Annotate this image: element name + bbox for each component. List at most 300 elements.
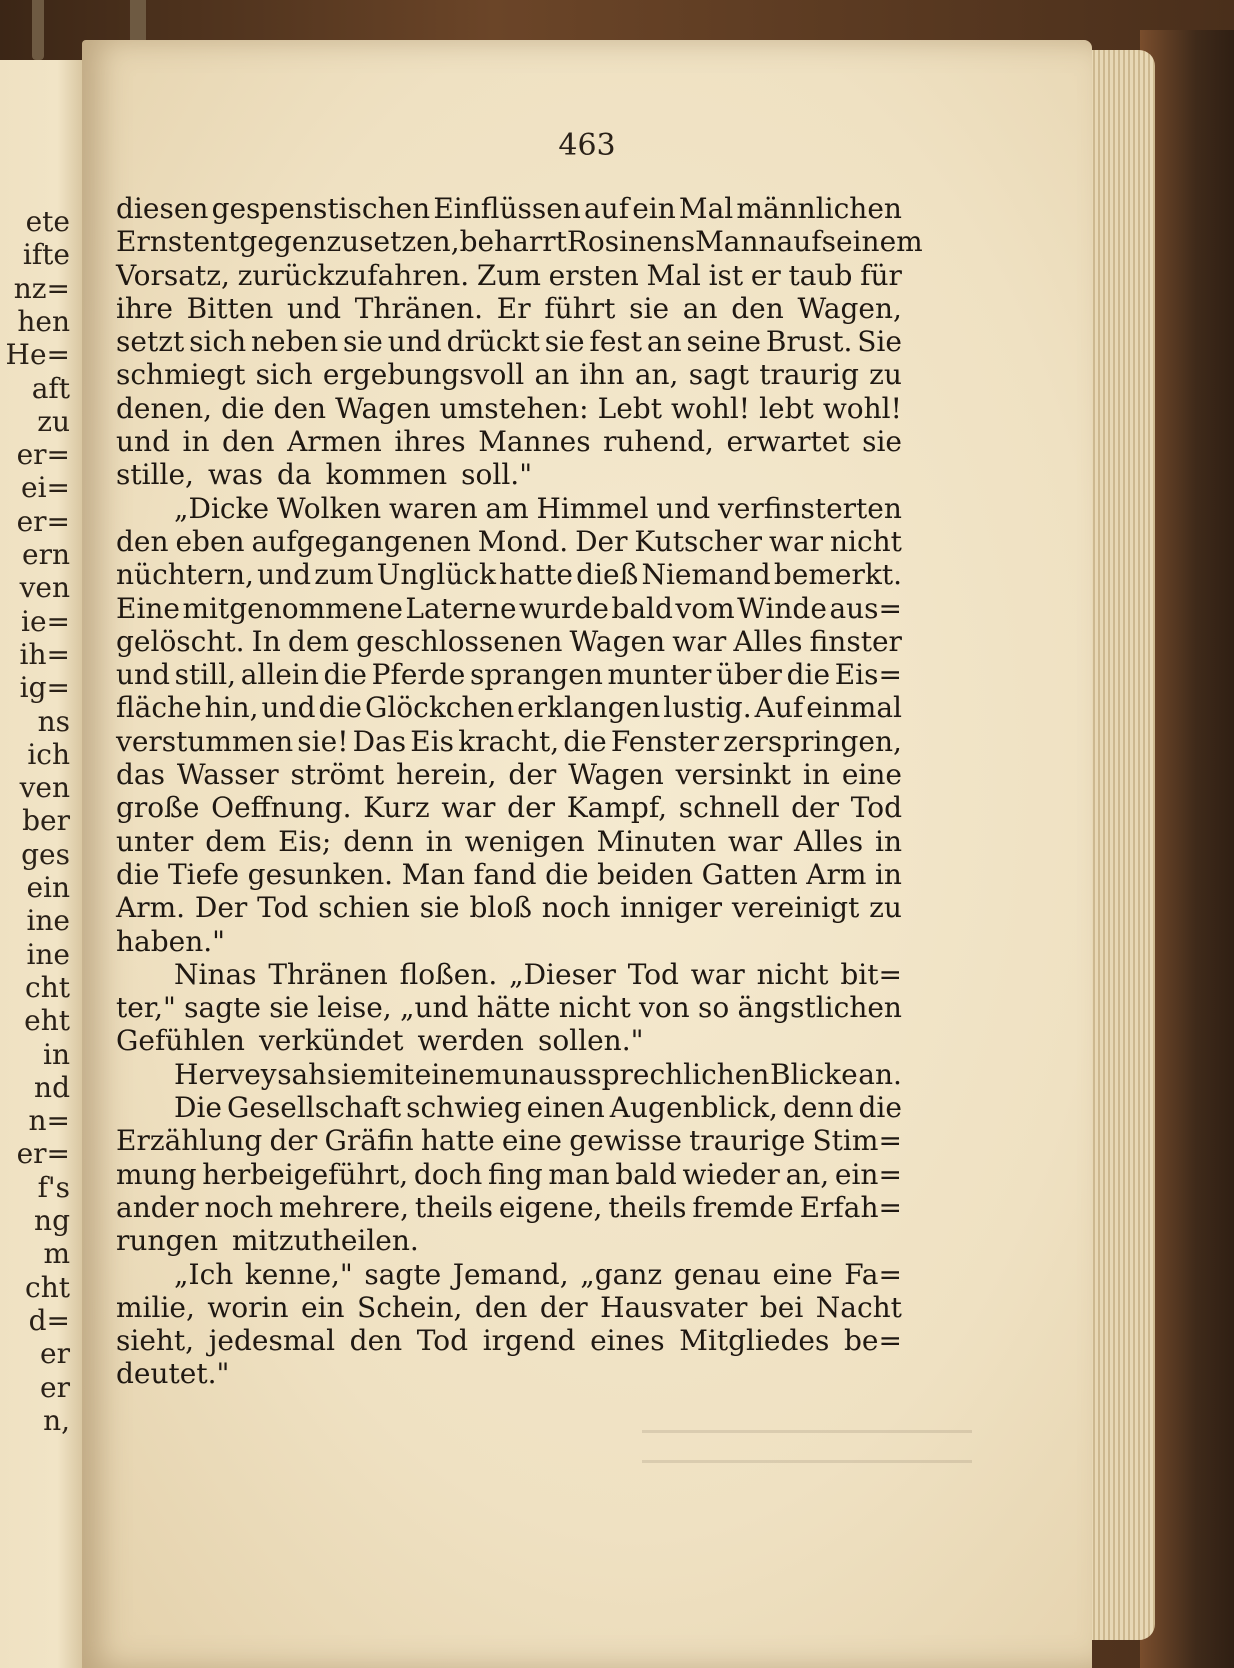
left-page-fragment: d= <box>28 1303 70 1337</box>
word: ter," <box>116 991 176 1025</box>
word: vereinigt <box>731 891 860 925</box>
left-page-fragment: cht <box>25 1270 70 1304</box>
word: was <box>207 458 263 492</box>
word: Der <box>194 891 248 925</box>
word: männlichen <box>736 192 902 225</box>
word: den <box>116 524 169 558</box>
word: noch <box>541 891 611 925</box>
word: von <box>639 991 690 1025</box>
word: gelöscht. <box>116 624 245 658</box>
word: sah <box>277 1057 327 1091</box>
text-line <box>116 1224 902 1257</box>
word: taub <box>788 258 853 292</box>
word: an <box>682 291 718 325</box>
left-page-fragment: ifte <box>22 238 70 272</box>
left-page-fragment: cht <box>25 970 70 1004</box>
word: Gesellschaft <box>226 1091 402 1125</box>
word: mit <box>367 1057 415 1091</box>
word: wieder <box>682 1157 780 1191</box>
word: gespenstischen <box>211 192 431 225</box>
word: beharrt <box>459 225 567 259</box>
word: Wolken <box>276 491 382 525</box>
text-line <box>116 259 902 292</box>
word: allein <box>240 658 319 692</box>
word: in <box>874 857 902 891</box>
word: Lebt <box>597 391 662 425</box>
word: sich <box>255 358 313 392</box>
word: Eis; <box>278 824 332 858</box>
word: drückt <box>446 325 540 359</box>
word: ein <box>632 192 676 225</box>
text-line <box>116 1091 902 1124</box>
text-line <box>116 1024 902 1057</box>
word: an, <box>634 358 679 392</box>
word: war <box>690 957 745 991</box>
word: fremde <box>692 1190 794 1224</box>
word: war <box>672 624 727 658</box>
word: Arm. <box>116 891 186 925</box>
word: noch <box>204 1190 274 1224</box>
word: jedesmal <box>208 1324 336 1358</box>
word: Tod <box>257 891 309 925</box>
word: Der <box>575 524 628 558</box>
word: vom <box>675 591 735 625</box>
word: ein= <box>834 1157 902 1191</box>
word: munter <box>607 658 712 692</box>
left-page-fragment: ine <box>26 937 70 971</box>
word: Tod <box>627 957 679 991</box>
word: nicht <box>756 957 829 991</box>
word: und <box>287 291 342 325</box>
word: Stim= <box>812 1124 902 1158</box>
word: sie <box>629 291 670 325</box>
word: Kutscher <box>634 524 763 558</box>
word: schnell <box>678 791 780 825</box>
text-line <box>116 858 902 891</box>
word: beiden <box>597 857 694 891</box>
word: erklangen <box>517 691 661 725</box>
word: Rosinens <box>566 225 696 259</box>
left-page-fragment: n= <box>28 1104 70 1138</box>
left-page-fragment: er= <box>16 1137 70 1171</box>
word: zu <box>869 891 902 925</box>
word: Oeffnung. <box>211 791 352 825</box>
word: einen <box>526 1091 605 1125</box>
word: und <box>116 425 170 459</box>
word: lustig. <box>663 691 752 725</box>
word: fing <box>488 1157 543 1191</box>
left-page-fragment: ih= <box>19 637 70 671</box>
word: Erfah= <box>799 1190 902 1224</box>
left-page-fragment: eht <box>24 1004 70 1038</box>
word: haben." <box>116 924 226 958</box>
word: und <box>257 558 312 592</box>
text-line <box>116 658 902 691</box>
left-page-fragment: ven <box>19 771 70 805</box>
word: Tod <box>416 1324 469 1358</box>
word: traurig <box>759 358 859 392</box>
left-page-fragment: ges <box>21 837 70 871</box>
word: fand <box>473 857 537 891</box>
word: eben <box>175 524 245 558</box>
word: Man <box>401 857 465 891</box>
word: an <box>646 325 682 359</box>
word: denn <box>343 824 414 858</box>
word: sich <box>189 325 247 359</box>
text-line <box>116 625 902 658</box>
word: Nacht <box>815 1290 902 1324</box>
word: schmiegt <box>116 358 246 392</box>
left-page-fragment: nd <box>34 1070 70 1104</box>
word: Auf <box>754 691 804 725</box>
word: versinkt <box>675 758 792 792</box>
left-page-fragment: ven <box>19 571 70 605</box>
text-line <box>116 1191 902 1224</box>
word: Tiefe <box>167 857 240 891</box>
word: Wagen <box>568 758 664 792</box>
word: man <box>548 1157 610 1191</box>
left-page-fragment: er= <box>16 504 70 538</box>
word: Laterne <box>405 591 517 625</box>
word: eine <box>841 758 902 792</box>
word: Ernst <box>116 225 194 259</box>
word: mehrere, <box>279 1190 409 1224</box>
word: sieht, <box>116 1324 195 1358</box>
word: Ninas <box>174 957 257 991</box>
word: Alles <box>733 624 803 658</box>
word: schwieg <box>406 1091 522 1125</box>
word: in <box>874 824 902 858</box>
word: war <box>728 824 783 858</box>
word: Bitten <box>186 291 274 325</box>
page-stack-edge <box>1085 50 1155 1640</box>
word: Jemand, <box>452 1257 569 1291</box>
text-line <box>116 925 902 958</box>
word: Mal <box>678 192 734 225</box>
word: neben <box>250 325 339 359</box>
word: war <box>768 524 824 558</box>
word: inniger <box>620 891 723 925</box>
text-line <box>116 958 902 991</box>
left-page-fragment: zu <box>37 404 70 438</box>
word: leise, <box>317 991 392 1025</box>
word: führt <box>544 291 616 325</box>
left-page-fragment: ie= <box>21 604 70 638</box>
word: den <box>349 1324 403 1358</box>
word: der <box>507 791 556 825</box>
word: herbeigeführt, <box>202 1157 409 1191</box>
page-number: 463 <box>558 128 616 163</box>
word: werden <box>417 1024 524 1058</box>
text-line <box>116 192 902 225</box>
word: soll." <box>461 458 533 492</box>
word: aus= <box>829 591 902 625</box>
word: ihre <box>116 291 173 325</box>
word: denen, <box>116 391 213 425</box>
text-line <box>116 225 923 259</box>
word: bloß <box>469 891 532 925</box>
word: deutet." <box>116 1357 230 1391</box>
word: Mann <box>695 225 777 259</box>
word: still, <box>174 658 237 692</box>
word: floßen. <box>399 957 498 991</box>
word: sagte <box>184 991 261 1025</box>
word: umstehen: <box>439 391 589 425</box>
word: kenne," <box>244 1257 353 1291</box>
word: Tod <box>850 791 902 825</box>
word: „ganz <box>580 1257 663 1291</box>
word: das <box>116 758 165 792</box>
word: Erzählung <box>116 1124 263 1158</box>
left-page-fragment: ig= <box>19 671 70 705</box>
word: sie <box>419 891 460 925</box>
text-line <box>116 791 902 824</box>
left-page-fragment: ich <box>27 737 70 771</box>
word: bei <box>759 1290 804 1324</box>
word: Hervey <box>174 1057 277 1091</box>
word: nicht <box>829 524 902 558</box>
text-line <box>116 1324 902 1357</box>
word: Winde <box>737 591 827 625</box>
word: sie <box>326 1057 367 1091</box>
word: milie, <box>116 1290 195 1324</box>
word: Fa= <box>844 1257 902 1291</box>
word: eine <box>501 1124 562 1158</box>
word: Arm <box>806 857 867 891</box>
word: ein <box>301 1290 345 1324</box>
text-line <box>116 525 902 558</box>
word: wohl! <box>822 391 902 425</box>
word: Das <box>352 724 407 758</box>
text-line <box>116 758 902 791</box>
text-line <box>116 1058 902 1091</box>
word: Glöckchen <box>364 691 515 725</box>
word: Gatten <box>701 857 798 891</box>
bookmark-ribbon <box>32 0 44 60</box>
word: ist <box>708 258 744 292</box>
word: Fenster <box>610 724 719 758</box>
word: aufgegangenen <box>251 524 471 558</box>
word: mitgenommene <box>182 591 403 625</box>
word: einmal <box>806 691 902 725</box>
word: und <box>387 325 442 359</box>
word: ihres <box>394 425 466 459</box>
word: ersten <box>548 258 639 292</box>
word: doch <box>413 1157 483 1191</box>
word: zu <box>869 358 902 392</box>
word: strömt <box>290 758 385 792</box>
word: verfinsterten <box>718 491 902 525</box>
word: hin, <box>204 691 259 725</box>
word: so <box>697 991 730 1025</box>
word: auf <box>776 225 822 259</box>
word: Kurz <box>363 791 430 825</box>
word: Wasser <box>176 758 279 792</box>
text-line <box>116 1291 902 1324</box>
word: theils <box>608 1190 687 1224</box>
word: seine <box>686 325 761 359</box>
word: erwartet <box>726 425 850 459</box>
word: Niemand <box>641 558 771 592</box>
word: mitzutheilen. <box>231 1224 419 1258</box>
word: wurde <box>519 591 609 625</box>
word: und <box>656 491 711 525</box>
text-line <box>116 558 902 591</box>
word: wenigen <box>464 824 585 858</box>
bleed-through-text <box>642 1430 972 1490</box>
word: Mond. <box>477 524 569 558</box>
word: Armen <box>287 425 382 459</box>
word: ergebungsvoll <box>322 358 525 392</box>
word: den <box>222 425 275 459</box>
word: Brust. <box>765 325 853 359</box>
word: der <box>269 1124 318 1158</box>
word: bemerkt. <box>773 558 902 592</box>
text-line <box>116 492 902 525</box>
word: Thränen. <box>354 291 484 325</box>
word: die <box>116 857 160 891</box>
word: dieß <box>576 558 639 592</box>
left-page-fragment: aft <box>31 371 70 405</box>
word: den <box>731 291 784 325</box>
word: am <box>485 491 529 525</box>
word: die <box>563 724 607 758</box>
word: genau <box>673 1257 761 1291</box>
word: irgend <box>482 1324 576 1358</box>
word: gewisse <box>569 1124 682 1158</box>
text-line <box>116 458 902 491</box>
word: dem <box>205 824 267 858</box>
word: eigene, <box>498 1190 603 1224</box>
text-line <box>116 1158 902 1191</box>
word: zurückzufahren. <box>237 258 470 292</box>
word: Gefühlen <box>116 1024 245 1058</box>
word: sie <box>862 425 902 459</box>
text-line <box>116 1124 902 1157</box>
word: sagte <box>364 1257 442 1291</box>
word: worin <box>207 1290 289 1324</box>
word: Augenblick, <box>609 1091 778 1125</box>
word: Eis= <box>834 658 902 692</box>
word: in <box>182 425 210 459</box>
word: Minuten <box>596 824 717 858</box>
text-line <box>116 292 902 325</box>
word: mung <box>116 1157 197 1191</box>
word: Unglück <box>376 558 496 592</box>
word: „Dicke <box>174 491 270 525</box>
left-page-fragment: n, <box>43 1403 70 1437</box>
left-page-fragment: ine <box>26 904 70 938</box>
word: der <box>539 1290 588 1324</box>
word: gesunken. <box>247 857 394 891</box>
word: der <box>508 758 557 792</box>
word: seinem <box>821 225 923 259</box>
word: zum <box>314 558 374 592</box>
word: Eis <box>410 724 455 758</box>
word: bald <box>611 591 673 625</box>
word: Thränen <box>268 957 388 991</box>
word: Gräfin <box>324 1124 414 1158</box>
word: Mannes <box>478 425 591 459</box>
word: fest <box>589 325 643 359</box>
word: Mitgliedes <box>679 1324 830 1358</box>
word: sie <box>269 991 310 1025</box>
left-page-edge <box>0 60 84 1668</box>
text-line <box>116 392 902 425</box>
word: zerspringen, <box>723 724 902 758</box>
word: stille, <box>116 458 194 492</box>
word: verkündet <box>258 1024 404 1058</box>
word: in <box>425 824 453 858</box>
word: auf <box>583 192 630 225</box>
word: der <box>791 791 839 825</box>
word: wohl! <box>670 391 751 425</box>
word: und <box>261 691 316 725</box>
text-line <box>116 325 902 358</box>
word: nicht <box>558 991 631 1025</box>
text-line <box>116 991 902 1024</box>
word: die <box>858 1091 902 1125</box>
word: sie <box>544 325 585 359</box>
word: an <box>534 358 570 392</box>
word: Er <box>496 291 531 325</box>
word: setzt <box>116 325 185 359</box>
word: finster <box>809 624 902 658</box>
left-page-fragment: er <box>40 1337 70 1371</box>
left-page-fragment: ber <box>22 804 70 838</box>
word: sollen." <box>537 1024 644 1058</box>
left-page-fragment: ete <box>25 205 70 238</box>
word: geschlossenen <box>356 624 563 658</box>
word: einem <box>414 1057 502 1091</box>
word: schien <box>318 891 410 925</box>
word: die <box>786 658 831 692</box>
left-page-fragment: er= <box>16 438 70 472</box>
left-page-fragment: hen <box>17 304 70 338</box>
word: hatte <box>499 558 573 592</box>
word: In <box>251 624 281 658</box>
word: Eine <box>116 591 180 625</box>
word: Blicke <box>769 1057 858 1091</box>
word: kracht, <box>458 724 560 758</box>
word: in <box>802 758 830 792</box>
word: „Ich <box>174 1257 234 1291</box>
word: den <box>273 391 327 425</box>
word: große <box>116 791 200 825</box>
left-page-fragment: er <box>40 1370 70 1404</box>
left-page-fragment: m <box>43 1237 70 1271</box>
word: sie! <box>297 724 349 758</box>
word: entgegenzusetzen, <box>193 225 460 259</box>
text-line <box>116 1258 902 1291</box>
text-line <box>116 725 902 758</box>
word: Himmel <box>536 491 649 525</box>
word: war <box>441 791 496 825</box>
word: be= <box>843 1324 902 1358</box>
word: hatte <box>420 1124 495 1158</box>
left-page-fragment: ns <box>37 704 70 738</box>
word: für <box>860 258 902 292</box>
word: sie <box>342 325 383 359</box>
word: die <box>545 857 589 891</box>
text-line <box>116 1357 902 1390</box>
word: Kampf, <box>566 791 668 825</box>
text-line <box>116 425 902 458</box>
word: kommen <box>325 458 448 492</box>
word: „und <box>399 991 469 1025</box>
word: eines <box>590 1324 665 1358</box>
word: Mal <box>646 258 701 292</box>
